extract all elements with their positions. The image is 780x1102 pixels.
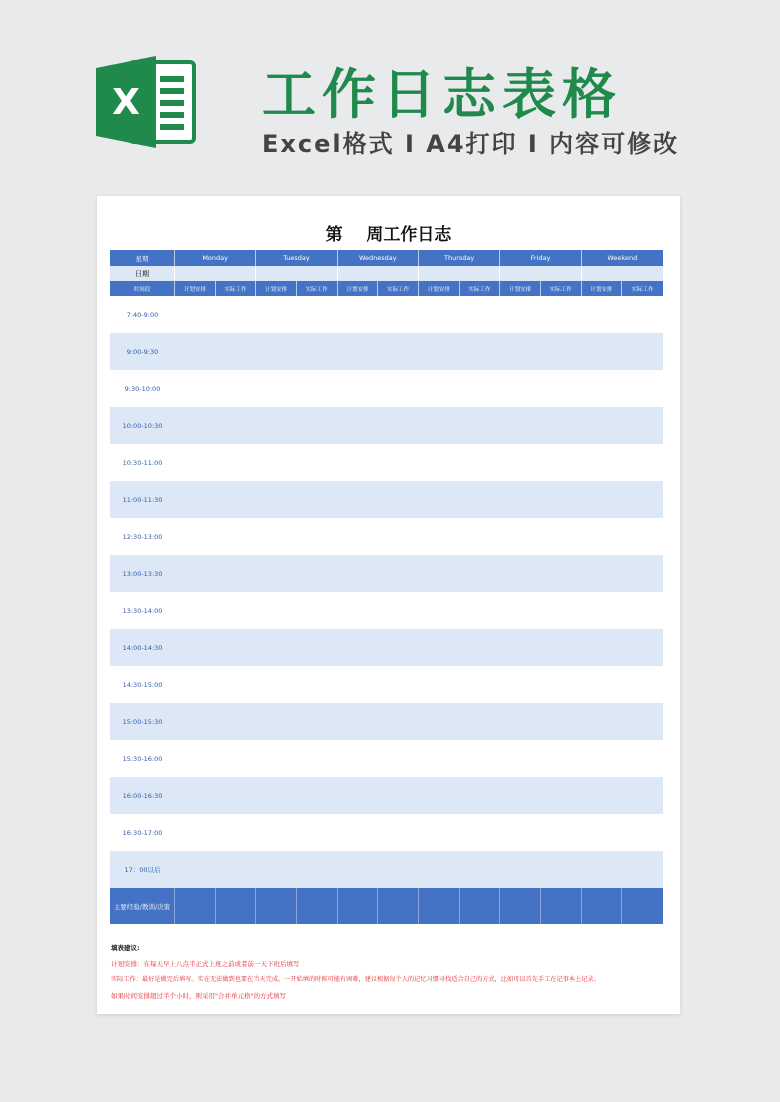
summary-cell[interactable]: [460, 888, 501, 924]
plan-entry-cell[interactable]: [500, 629, 541, 666]
day-header-tuesday: Tuesday: [256, 250, 337, 266]
actual-entry-cell[interactable]: [541, 592, 582, 629]
plan-entry-cell[interactable]: [500, 370, 541, 407]
summary-cell[interactable]: [419, 888, 460, 924]
actual-entry-cell[interactable]: [541, 777, 582, 814]
actual-entry-cell[interactable]: [622, 777, 663, 814]
actual-entry-cell[interactable]: [216, 518, 257, 555]
summary-label-cell: 主要经验/教训/决策: [110, 888, 175, 924]
actual-entry-cell[interactable]: [216, 592, 257, 629]
plan-entry-cell[interactable]: [500, 481, 541, 518]
time-slot-row: [110, 851, 663, 888]
actual-entry-cell[interactable]: [216, 444, 257, 481]
plan-entry-cell[interactable]: [419, 296, 460, 333]
actual-entry-cell[interactable]: [378, 777, 419, 814]
actual-entry-cell[interactable]: [460, 518, 501, 555]
date-label-cell: 日期: [110, 266, 175, 281]
plan-entry-cell[interactable]: [256, 444, 297, 481]
plan-entry-cell[interactable]: [338, 481, 379, 518]
plan-entry-cell[interactable]: [256, 296, 297, 333]
time-slot-label: 9:30-10:00: [124, 384, 161, 393]
actual-entry-cell[interactable]: [297, 370, 338, 407]
logo-letter: X: [112, 82, 140, 123]
plan-entry-cell[interactable]: [175, 555, 216, 592]
plan-entry-cell[interactable]: [175, 703, 216, 740]
plan-entry-cell[interactable]: [256, 370, 297, 407]
actual-entry-cell[interactable]: [460, 407, 501, 444]
plan-entry-cell[interactable]: [500, 407, 541, 444]
guideline-line: 计划安排：在每天早上八点半正式上班之前或者前一天下班后填写: [111, 960, 300, 968]
guideline-line: 实际工作：最好是做完后填写。实在无法做到也要在当天完成。一开始填的时候可能有困难，建议根据每个人的记忆习惯寻找适合自己的方式，比如可以首先手工在记事本上记录。: [111, 976, 600, 983]
plan-entry-cell[interactable]: [338, 592, 379, 629]
summary-cell[interactable]: [378, 888, 419, 924]
plan-entry-cell[interactable]: [419, 592, 460, 629]
actual-entry-cell[interactable]: [622, 481, 663, 518]
actual-header-cell: 实际工作: [460, 281, 501, 296]
actual-entry-cell[interactable]: [378, 518, 419, 555]
time-slot-label: 11:00-11:30: [122, 495, 163, 504]
actual-entry-cell[interactable]: [378, 851, 419, 888]
plan-entry-cell[interactable]: [338, 407, 379, 444]
actual-entry-cell[interactable]: [297, 666, 338, 703]
actual-entry-cell[interactable]: [460, 333, 501, 370]
actual-entry-cell[interactable]: [541, 481, 582, 518]
time-slot-row: [110, 777, 663, 814]
actual-entry-cell[interactable]: [297, 555, 338, 592]
time-slot-row: [110, 370, 663, 407]
summary-row: [110, 888, 663, 924]
actual-entry-cell[interactable]: [297, 444, 338, 481]
plan-entry-cell[interactable]: [582, 703, 623, 740]
actual-entry-cell[interactable]: [216, 666, 257, 703]
plan-entry-cell[interactable]: [256, 666, 297, 703]
plan-entry-cell[interactable]: [500, 333, 541, 370]
document-sheet: [97, 196, 680, 1014]
time-slot-label: 14:00-14:30: [122, 643, 163, 652]
time-slot-label: 15:00-15:30: [122, 717, 163, 726]
actual-entry-cell[interactable]: [297, 703, 338, 740]
plan-entry-cell[interactable]: [582, 814, 623, 851]
time-slot-rows: [110, 296, 663, 888]
plan-entry-cell[interactable]: [500, 296, 541, 333]
actual-header-cell: 实际工作: [541, 281, 582, 296]
plan-entry-cell[interactable]: [419, 740, 460, 777]
plan-entry-cell[interactable]: [338, 370, 379, 407]
actual-entry-cell[interactable]: [622, 666, 663, 703]
plan-entry-cell[interactable]: [256, 740, 297, 777]
time-slot-row: [110, 703, 663, 740]
plan-entry-cell[interactable]: [175, 481, 216, 518]
actual-entry-cell[interactable]: [297, 296, 338, 333]
time-period-label-cell: 时间段: [110, 281, 175, 296]
date-cell[interactable]: [256, 266, 337, 281]
actual-entry-cell[interactable]: [622, 555, 663, 592]
actual-entry-cell[interactable]: [297, 407, 338, 444]
plan-entry-cell[interactable]: [500, 777, 541, 814]
actual-entry-cell[interactable]: [460, 592, 501, 629]
summary-cell[interactable]: [622, 888, 663, 924]
plan-entry-cell[interactable]: [256, 333, 297, 370]
actual-entry-cell[interactable]: [378, 666, 419, 703]
actual-entry-cell[interactable]: [460, 555, 501, 592]
plan-entry-cell[interactable]: [419, 518, 460, 555]
actual-entry-cell[interactable]: [541, 444, 582, 481]
plan-entry-cell[interactable]: [582, 777, 623, 814]
actual-entry-cell[interactable]: [622, 518, 663, 555]
summary-cell[interactable]: [256, 888, 297, 924]
summary-cell[interactable]: [338, 888, 379, 924]
plan-entry-cell[interactable]: [419, 814, 460, 851]
actual-entry-cell[interactable]: [622, 814, 663, 851]
actual-entry-cell[interactable]: [460, 851, 501, 888]
actual-entry-cell[interactable]: [297, 629, 338, 666]
actual-entry-cell[interactable]: [297, 740, 338, 777]
actual-entry-cell[interactable]: [541, 629, 582, 666]
plan-entry-cell[interactable]: [338, 629, 379, 666]
guidelines-title: 填表建议:: [111, 944, 140, 952]
plan-entry-cell[interactable]: [338, 333, 379, 370]
actual-entry-cell[interactable]: [378, 592, 419, 629]
plan-entry-cell[interactable]: [175, 333, 216, 370]
actual-entry-cell[interactable]: [622, 851, 663, 888]
actual-entry-cell[interactable]: [622, 629, 663, 666]
weekday-label-cell: 星期: [110, 250, 175, 266]
plan-entry-cell[interactable]: [338, 777, 379, 814]
time-slot-label: 16:30-17:00: [122, 828, 163, 837]
actual-entry-cell[interactable]: [378, 703, 419, 740]
summary-cell[interactable]: [500, 888, 541, 924]
actual-entry-cell[interactable]: [216, 333, 257, 370]
plan-entry-cell[interactable]: [582, 666, 623, 703]
actual-entry-cell[interactable]: [460, 370, 501, 407]
actual-entry-cell[interactable]: [541, 851, 582, 888]
time-slot-row: [110, 481, 663, 518]
plan-entry-cell[interactable]: [419, 555, 460, 592]
time-slot-row: [110, 629, 663, 666]
day-header-weekend: Weekend: [607, 254, 638, 262]
plan-entry-cell[interactable]: [256, 407, 297, 444]
plan-entry-cell[interactable]: [419, 703, 460, 740]
time-slot-row: [110, 407, 663, 444]
actual-header-cell: 实际工作: [216, 281, 257, 296]
plan-entry-cell[interactable]: [419, 851, 460, 888]
time-slot-label: 9:00-9:30: [126, 347, 159, 356]
time-slot-row: [110, 333, 663, 370]
plan-entry-cell[interactable]: [175, 629, 216, 666]
plan-entry-cell[interactable]: [175, 740, 216, 777]
actual-entry-cell[interactable]: [216, 370, 257, 407]
plan-entry-cell[interactable]: [175, 296, 216, 333]
plan-entry-cell[interactable]: [256, 814, 297, 851]
actual-entry-cell[interactable]: [541, 333, 582, 370]
plan-entry-cell[interactable]: [500, 555, 541, 592]
actual-entry-cell[interactable]: [297, 518, 338, 555]
plan-entry-cell[interactable]: [256, 777, 297, 814]
actual-entry-cell[interactable]: [622, 703, 663, 740]
plan-entry-cell[interactable]: [338, 444, 379, 481]
plan-header-cell: 计划安排: [500, 281, 541, 296]
day-header-thursday: Thursday: [419, 250, 500, 266]
actual-entry-cell[interactable]: [297, 592, 338, 629]
excel-icon: [96, 56, 200, 148]
plan-entry-cell[interactable]: [419, 407, 460, 444]
plan-entry-cell[interactable]: [419, 370, 460, 407]
actual-entry-cell[interactable]: [216, 481, 257, 518]
plan-entry-cell[interactable]: [582, 407, 623, 444]
plan-entry-cell[interactable]: [419, 481, 460, 518]
plan-entry-cell[interactable]: [175, 592, 216, 629]
plan-entry-cell[interactable]: [256, 629, 297, 666]
actual-entry-cell[interactable]: [460, 296, 501, 333]
actual-entry-cell[interactable]: [622, 296, 663, 333]
actual-entry-cell[interactable]: [216, 555, 257, 592]
plan-entry-cell[interactable]: [175, 777, 216, 814]
time-slot-row: [110, 592, 663, 629]
actual-entry-cell[interactable]: [378, 481, 419, 518]
plan-entry-cell[interactable]: [582, 296, 623, 333]
day-header-wednesday: Wednesday: [338, 250, 419, 266]
plan-entry-cell[interactable]: [582, 333, 623, 370]
plan-entry-cell[interactable]: [582, 555, 623, 592]
time-slot-label: 17：00以后: [124, 866, 161, 874]
actual-entry-cell[interactable]: [541, 407, 582, 444]
plan-header-cell: 计划安排: [582, 281, 623, 296]
plan-entry-cell[interactable]: [500, 666, 541, 703]
page-header: [0, 0, 780, 180]
plan-entry-cell[interactable]: [419, 444, 460, 481]
weekday-header-row: [110, 250, 663, 266]
plan-entry-cell[interactable]: [256, 851, 297, 888]
time-slot-row: [110, 814, 663, 851]
plan-entry-cell[interactable]: [419, 777, 460, 814]
actual-entry-cell[interactable]: [297, 777, 338, 814]
plan-entry-cell[interactable]: [582, 481, 623, 518]
plan-entry-cell[interactable]: [175, 666, 216, 703]
summary-cell[interactable]: [175, 888, 216, 924]
date-cell[interactable]: [175, 266, 256, 281]
summary-cell[interactable]: [216, 888, 257, 924]
plan-entry-cell[interactable]: [175, 518, 216, 555]
actual-entry-cell[interactable]: [378, 407, 419, 444]
actual-entry-cell[interactable]: [460, 814, 501, 851]
date-cell[interactable]: [500, 266, 581, 281]
plan-entry-cell[interactable]: [338, 740, 379, 777]
actual-entry-cell[interactable]: [460, 703, 501, 740]
plan-entry-cell[interactable]: [338, 518, 379, 555]
actual-entry-cell[interactable]: [622, 370, 663, 407]
plan-header-cell: 计划安排: [419, 281, 460, 296]
guideline-line: 如果时间安排超过半个小时，则采用"合并单元格"的方式填写: [111, 992, 286, 1000]
plan-entry-cell[interactable]: [338, 703, 379, 740]
plan-entry-cell[interactable]: [175, 370, 216, 407]
actual-entry-cell[interactable]: [541, 740, 582, 777]
plan-entry-cell[interactable]: [419, 629, 460, 666]
plan-entry-cell[interactable]: [500, 592, 541, 629]
time-slot-label: 10:00-10:30: [122, 421, 163, 430]
actual-entry-cell[interactable]: [378, 444, 419, 481]
plan-entry-cell[interactable]: [256, 555, 297, 592]
actual-entry-cell[interactable]: [297, 814, 338, 851]
actual-entry-cell[interactable]: [622, 740, 663, 777]
actual-entry-cell[interactable]: [460, 666, 501, 703]
plan-entry-cell[interactable]: [175, 851, 216, 888]
time-slot-label: 13:30-14:00: [122, 606, 163, 615]
actual-entry-cell[interactable]: [622, 407, 663, 444]
actual-entry-cell[interactable]: [541, 370, 582, 407]
plan-header-cell: 计划安排: [338, 281, 379, 296]
time-slot-label: 15:30-16:00: [122, 754, 163, 763]
actual-entry-cell[interactable]: [622, 592, 663, 629]
time-slot-row: [110, 740, 663, 777]
plan-entry-cell[interactable]: [582, 740, 623, 777]
date-row: [110, 266, 663, 281]
plan-entry-cell[interactable]: [256, 592, 297, 629]
actual-entry-cell[interactable]: [622, 333, 663, 370]
plan-entry-cell[interactable]: [582, 370, 623, 407]
time-slot-label: 14:30-15:00: [122, 680, 163, 689]
plan-entry-cell[interactable]: [175, 444, 216, 481]
plan-entry-cell[interactable]: [500, 814, 541, 851]
actual-entry-cell[interactable]: [541, 296, 582, 333]
plan-entry-cell[interactable]: [500, 851, 541, 888]
plan-entry-cell[interactable]: [256, 481, 297, 518]
actual-entry-cell[interactable]: [460, 740, 501, 777]
plan-entry-cell[interactable]: [500, 703, 541, 740]
actual-header-cell: 实际工作: [378, 281, 419, 296]
plan-entry-cell[interactable]: [582, 851, 623, 888]
actual-entry-cell[interactable]: [297, 851, 338, 888]
actual-entry-cell[interactable]: [378, 740, 419, 777]
plan-entry-cell[interactable]: [175, 407, 216, 444]
summary-cell[interactable]: [297, 888, 338, 924]
date-cell[interactable]: [419, 266, 500, 281]
page-subtitle: Excel格式 I A4打印 I 内容可修改: [262, 130, 680, 158]
worklog-table: [110, 250, 663, 924]
actual-entry-cell[interactable]: [378, 296, 419, 333]
actual-entry-cell[interactable]: [541, 814, 582, 851]
plan-entry-cell[interactable]: [500, 518, 541, 555]
actual-entry-cell[interactable]: [297, 333, 338, 370]
actual-entry-cell[interactable]: [216, 407, 257, 444]
actual-entry-cell[interactable]: [622, 444, 663, 481]
actual-entry-cell[interactable]: [378, 629, 419, 666]
summary-cell[interactable]: [541, 888, 582, 924]
actual-entry-cell[interactable]: [541, 703, 582, 740]
time-slot-row: [110, 444, 663, 481]
plan-entry-cell[interactable]: [582, 518, 623, 555]
day-header-friday: Friday: [500, 250, 581, 266]
plan-entry-cell[interactable]: [582, 629, 623, 666]
actual-entry-cell[interactable]: [216, 703, 257, 740]
plan-entry-cell[interactable]: [338, 296, 379, 333]
time-slot-row: [110, 666, 663, 703]
actual-entry-cell[interactable]: [297, 481, 338, 518]
actual-entry-cell[interactable]: [460, 481, 501, 518]
actual-entry-cell[interactable]: [216, 814, 257, 851]
plan-entry-cell[interactable]: [338, 555, 379, 592]
actual-entry-cell[interactable]: [216, 629, 257, 666]
plan-entry-cell[interactable]: [582, 592, 623, 629]
plan-entry-cell[interactable]: [338, 666, 379, 703]
actual-entry-cell[interactable]: [541, 555, 582, 592]
time-slot-row: [110, 518, 663, 555]
date-cell[interactable]: [582, 266, 663, 281]
actual-entry-cell[interactable]: [216, 740, 257, 777]
actual-entry-cell[interactable]: [460, 777, 501, 814]
actual-entry-cell[interactable]: [541, 666, 582, 703]
date-cell[interactable]: [338, 266, 419, 281]
time-slot-label: 7:40-9:00: [126, 310, 159, 319]
plan-entry-cell[interactable]: [256, 703, 297, 740]
page-title: 工作日志表格: [262, 63, 622, 126]
time-slot-label: 13:00-13:30: [122, 569, 163, 578]
actual-entry-cell[interactable]: [378, 814, 419, 851]
plan-entry-cell[interactable]: [175, 814, 216, 851]
plan-entry-cell[interactable]: [256, 518, 297, 555]
actual-entry-cell[interactable]: [460, 629, 501, 666]
plan-entry-cell[interactable]: [500, 740, 541, 777]
actual-entry-cell[interactable]: [216, 851, 257, 888]
time-slot-row: [110, 555, 663, 592]
actual-entry-cell[interactable]: [378, 333, 419, 370]
plan-header-cell: 计划安排: [175, 281, 216, 296]
plan-actual-header-row: [110, 281, 663, 296]
plan-entry-cell[interactable]: [338, 851, 379, 888]
time-slot-label: 16:00-16:30: [122, 791, 163, 800]
time-slot-label: 12:30-13:00: [122, 532, 163, 541]
actual-entry-cell[interactable]: [378, 555, 419, 592]
plan-entry-cell[interactable]: [338, 814, 379, 851]
summary-cell[interactable]: [582, 888, 623, 924]
document-title: 第 周工作日志: [325, 225, 452, 245]
actual-header-cell: 实际工作: [631, 286, 654, 293]
actual-entry-cell[interactable]: [378, 370, 419, 407]
plan-entry-cell[interactable]: [500, 444, 541, 481]
actual-entry-cell[interactable]: [541, 518, 582, 555]
actual-entry-cell[interactable]: [460, 444, 501, 481]
actual-entry-cell[interactable]: [216, 296, 257, 333]
time-slot-label: 10:30-11:00: [122, 458, 163, 467]
actual-header-cell: 实际工作: [297, 281, 338, 296]
plan-entry-cell[interactable]: [419, 333, 460, 370]
time-slot-row: [110, 296, 663, 333]
plan-entry-cell[interactable]: [419, 666, 460, 703]
day-header-monday: Monday: [175, 250, 256, 266]
plan-header-cell: 计划安排: [256, 281, 297, 296]
fill-guidelines: [111, 940, 666, 1004]
plan-entry-cell[interactable]: [582, 444, 623, 481]
actual-entry-cell[interactable]: [216, 777, 257, 814]
